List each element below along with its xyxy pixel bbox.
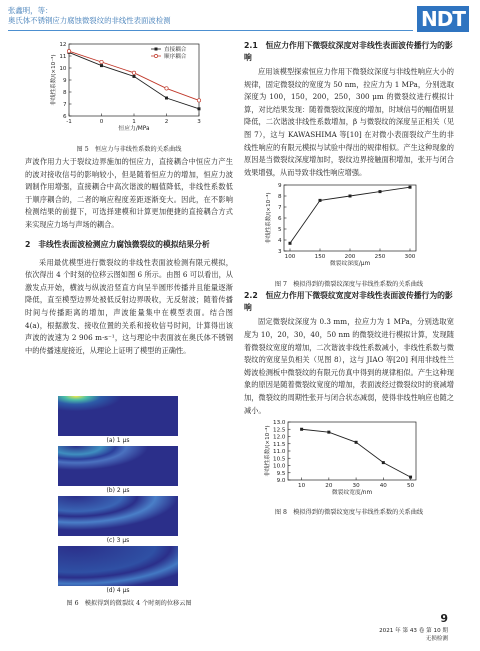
- x-axis-label: 微裂纹深度/μm: [329, 261, 371, 268]
- page-footer: [379, 612, 448, 642]
- data-point: [300, 428, 303, 431]
- y-tick-label: 12.0: [273, 434, 286, 441]
- y-tick-label: 12.5: [273, 427, 286, 434]
- header-rule: [8, 30, 413, 31]
- journal-issue: 2021 年 第 43 卷 第 10 期: [379, 628, 448, 634]
- legend-label: 直接耦合: [164, 47, 187, 53]
- y-axis-label: 非线性系数/(×10⁻⁴): [265, 425, 271, 477]
- y-tick-label: 11: [59, 54, 67, 60]
- wave-label-c: (c) 3 μs: [106, 537, 130, 544]
- data-point: [133, 75, 136, 78]
- data-point: [349, 195, 352, 198]
- x-tick-label: 200: [344, 254, 356, 261]
- x-tick-label: 40: [379, 483, 387, 490]
- legend-label: 顺序耦合: [164, 54, 187, 60]
- y-tick-label: 8: [62, 90, 67, 96]
- header-authors: 张鑫明，等：: [8, 6, 53, 15]
- x-tick-label: 1: [132, 119, 136, 125]
- y-tick-label: 5: [277, 227, 282, 234]
- y-tick-label: 9.5: [276, 470, 286, 477]
- fig8-chart: [244, 419, 450, 503]
- x-tick-label: 3: [197, 119, 201, 125]
- y-axis-label: 非线性系数/(×10⁻⁴): [266, 192, 272, 244]
- data-point: [355, 441, 358, 444]
- data-point: [198, 107, 201, 110]
- y-tick-label: 10.0: [273, 463, 286, 470]
- y-tick-label: 10: [59, 66, 67, 72]
- fig8-caption: 图 8 模拟得到的微裂纹宽度与非线性系数的关系曲线: [274, 509, 424, 517]
- x-tick-label: -1: [66, 119, 72, 125]
- y-tick-label: 11.0: [273, 449, 286, 456]
- y-tick-label: 8: [277, 194, 282, 201]
- data-point: [165, 97, 168, 100]
- wave-image-d: [58, 546, 178, 586]
- y-axis-label: 非线性系数/(×10⁻³): [51, 54, 57, 106]
- data-point: [165, 87, 168, 90]
- x-axis-label: 恒应力/MPa: [118, 126, 150, 132]
- data-point: [197, 99, 200, 102]
- data-point: [132, 71, 135, 74]
- paragraph-4: 固定微裂纹深度为 0.3 mm，拉应力为 1 MPa，分别选取宽度为 10，20，30，40，50 nm 的微裂纹进行模拟计算，发现随着微裂纹宽度的增加，二次谐波非线性系数减小，非线性系数与微裂纹的宽度呈负相关（见图 8），这与 JIAO 等[20] 利用非线性兰姆波检测板中微裂纹的有限元仿真中得到的规律相似。产生这种现象的原因是随着微裂纹宽度的增加，表面波经过微裂纹时的衰减增加，微裂纹的周期性张开与闭合状态减弱，使得非线性响应也随之减小。: [244, 317, 454, 415]
- x-tick-label: 150: [314, 254, 326, 261]
- x-axis-label: 微裂纹宽度/nm: [331, 490, 373, 497]
- y-tick-label: 13.0: [273, 420, 286, 427]
- wave-label-a: (a) 1 μs: [106, 437, 130, 444]
- data-point: [67, 50, 70, 53]
- legend-marker: [155, 48, 158, 51]
- fig7-chart: [244, 181, 450, 275]
- wave-image-b: [58, 446, 178, 486]
- x-tick-label: 100: [284, 254, 296, 261]
- y-tick-label: 9.0: [276, 478, 286, 485]
- x-tick-label: 300: [404, 254, 416, 261]
- series-line: [69, 52, 199, 108]
- section-2-heading: 2 非线性表面波检测应力腐蚀微裂纹的模拟结果分析: [25, 239, 210, 249]
- wave-image-a: [58, 396, 178, 436]
- x-tick-label: 250: [374, 254, 386, 261]
- paragraph-2: 采用最优模型进行微裂纹的非线性表面波检测有限元模拟，依次得出 4 个时刻的位移云图如图 6 所示。由图 6 可以看出，从激发点开始，横波与纵波沿竖直方向呈半圆形传播并且能量逐渐降低，直至模型边界处被低反射边界吸收，无反射波；随着传播时间与传播距离的增加，声波能量集中在模型表面。结合图 4(a)，根据激发、接收位置的关系和接收信号时间，计算得出该声波的波速为 2 906 m·s⁻¹，这与理论中表面波在奥氏体不锈钢中的传播速度接近，从理论上证明了模型的正确性。: [25, 257, 233, 355]
- y-tick-label: 9: [62, 78, 67, 84]
- fig5-chart: [25, 40, 225, 140]
- series-line: [302, 429, 411, 477]
- y-tick-label: 11.5: [273, 441, 286, 448]
- y-tick-label: 3: [277, 249, 282, 256]
- wave-label-d: (d) 4 μs: [106, 587, 130, 594]
- y-tick-label: 4: [277, 238, 282, 245]
- wave-image-c: [58, 496, 178, 536]
- y-tick-label: 6: [62, 114, 67, 120]
- fig5-caption: 图 5 恒应力与非线性系数的关系曲线: [76, 146, 182, 153]
- x-tick-label: 30: [352, 483, 360, 490]
- data-point: [379, 190, 382, 193]
- x-tick-label: 2: [164, 119, 169, 125]
- data-point: [382, 461, 385, 464]
- y-tick-label: 7: [62, 102, 67, 108]
- data-point: [409, 186, 412, 189]
- y-tick-label: 10.5: [273, 456, 286, 463]
- x-tick-label: 50: [406, 483, 415, 490]
- data-point: [409, 476, 412, 479]
- x-tick-label: 20: [325, 483, 333, 490]
- right-column: [244, 40, 454, 516]
- legend-marker: [154, 54, 157, 57]
- data-point: [100, 60, 103, 63]
- wave-label-b: (b) 2 μs: [106, 487, 130, 494]
- data-point: [319, 199, 322, 202]
- fig6-caption: 图 6 模拟得到的微裂纹 4 个时刻的位移云图: [66, 600, 192, 607]
- x-tick-label: 0: [99, 119, 104, 125]
- y-tick-label: 12: [59, 42, 67, 48]
- section-2-2-heading: 2.2 恒应力作用下微裂纹宽度对非线性表面波传播行为的影响: [244, 291, 453, 313]
- left-column: [25, 40, 233, 357]
- paragraph-1: 声波作用力大于裂纹边界施加的恒应力，直接耦合中恒应力产生的波对接收信号的影响较小，但是随着恒应力的增加，恒应力波调制作用增强，直接耦合中高次谐波的幅值降低，非线性系数低于顺序耦合的，二者的响应程度差距逐渐变大。因此，在不影响检测结果的前提下，可选择建模和计算更加便捷的直接耦合方式来实现应力场与声场的耦合。: [25, 157, 233, 229]
- y-tick-label: 9: [277, 183, 282, 190]
- data-point: [289, 242, 292, 245]
- paragraph-3: 应用该模型探索恒应力作用下微裂纹深度与非线性响应大小的规律，固定微裂纹的宽度为 50 nm，拉应力为 1 MPa，分别选取深度为 100，150，200，250，300 μm 的微裂纹进行模拟计算，对比结果发现：随着微裂纹深度的增加，时域信号的幅值明显降低，二次谐波非线性系数增加，β 与微裂纹的深度呈正相关（见图 7），这与 KAWASHIMA 等[10] 在对微小表面裂纹产生的非线性响应的有限元模拟与试验中得出的规律相似。产生这种现象的原因是当微裂纹深度增加时，裂纹边界接触面积增加，张开与闭合效果增强，从而导致非线性响应增强。: [244, 67, 454, 177]
- x-tick-label: 10: [298, 483, 306, 490]
- section-2-1-heading: 2.1 恒应力作用下微裂纹深度对非线性表面波传播行为的影响: [244, 41, 453, 62]
- y-tick-label: 7: [277, 205, 282, 212]
- journal-name: 无损检测: [425, 636, 448, 642]
- data-point: [100, 64, 103, 67]
- journal-logo: NDT: [417, 6, 469, 32]
- y-tick-label: 6: [277, 216, 282, 223]
- page-number: 9: [440, 612, 448, 625]
- fig7-caption: 图 7 模拟得到的微裂纹深度与非线性系数的关系曲线: [274, 281, 424, 289]
- plot-frame: [288, 422, 416, 480]
- page-header: [0, 0, 480, 36]
- data-point: [327, 431, 330, 434]
- header-title: 奥氏体不锈钢应力腐蚀微裂纹的非线性表面波检测: [8, 16, 171, 25]
